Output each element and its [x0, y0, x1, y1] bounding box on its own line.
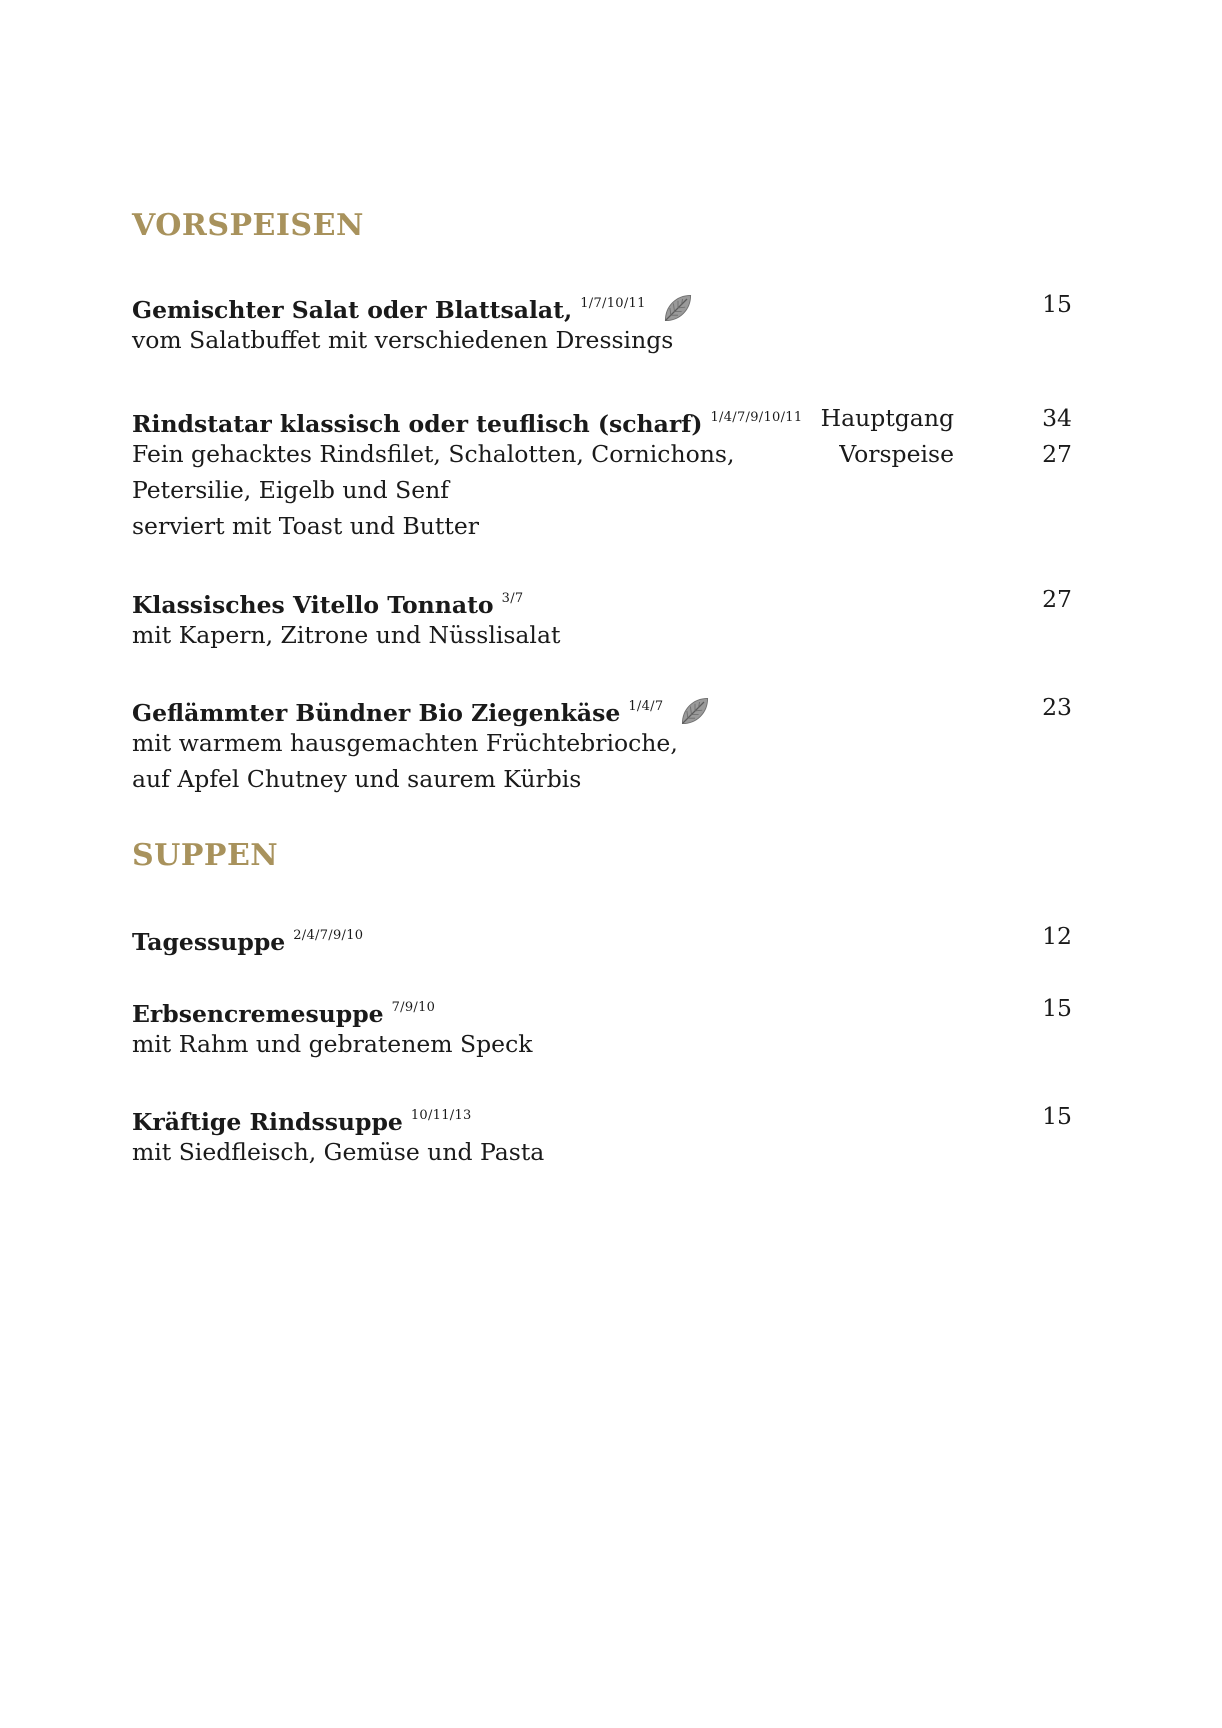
item-description-text: Fein gehacktes Rindsfilet, Schalotten, Cornichons,: [132, 440, 735, 468]
leaf-icon: [660, 290, 696, 326]
menu-item-kraeftige-rindssuppe: [132, 1098, 1072, 1170]
allergen-codes: 2/4/7/9/10: [293, 928, 364, 943]
menu-item-header: [132, 286, 1072, 322]
menu-item-vitello-tonnato: [132, 581, 1072, 653]
portion-label-vorspeise: Vorspeise: [839, 440, 954, 468]
item-price-vorspeise: 27: [1042, 440, 1072, 468]
item-name: Klassisches Vitello Tonnato: [132, 591, 494, 619]
item-description-line: serviert mit Toast und Butter: [132, 512, 479, 540]
allergen-codes: 10/11/13: [410, 1108, 472, 1123]
allergen-codes: 1/4/7/9/10/11: [710, 410, 803, 425]
item-price: 15: [1042, 1102, 1072, 1130]
allergen-codes: 3/7: [501, 591, 524, 606]
item-name: Gemischter Salat oder Blattsalat,: [132, 296, 573, 324]
item-description-line: mit Kapern, Zitrone und Nüsslisalat: [132, 621, 561, 649]
item-description-line: mit Siedfleisch, Gemüse und Pasta: [132, 1138, 545, 1166]
menu-item-tagessuppe: [132, 918, 1072, 954]
item-description-line: [132, 436, 1072, 472]
allergen-codes: 7/9/10: [391, 1000, 436, 1015]
item-price: 15: [1042, 994, 1072, 1022]
menu-item-header: [132, 990, 1072, 1026]
item-price: 12: [1042, 922, 1072, 950]
allergen-codes: 1/4/7: [628, 699, 664, 714]
item-description-line: auf Apfel Chutney und saurem Kürbis: [132, 765, 582, 793]
item-price: 23: [1042, 693, 1072, 721]
menu-item-ziegenkaese: [132, 689, 1072, 797]
menu-item-rindstatar: [132, 400, 1072, 544]
menu-item-header: [132, 689, 1072, 725]
item-price-hauptgang: 34: [1042, 404, 1072, 432]
section-title-suppen: SUPPEN: [132, 838, 279, 873]
portion-label-hauptgang: Hauptgang: [820, 404, 954, 432]
item-description-line: Petersilie, Eigelb und Senf: [132, 476, 449, 504]
menu-item-header: [132, 1098, 1072, 1134]
item-price: 27: [1042, 585, 1072, 613]
item-name: Tagessuppe: [132, 928, 286, 956]
item-description-line: mit warmem hausgemachten Früchtebrioche,: [132, 729, 678, 757]
item-price: 15: [1042, 290, 1072, 318]
menu-item-gemischter-salat: [132, 286, 1072, 358]
item-name: Rindstatar klassisch oder teuflisch (scharf): [132, 410, 703, 438]
item-name: Geflämmter Bündner Bio Ziegenkäse: [132, 699, 621, 727]
menu-item-header: [132, 918, 1072, 954]
menu-item-header: [132, 581, 1072, 617]
item-name: Kräftige Rindssuppe: [132, 1108, 403, 1136]
menu-item-header: [132, 400, 1072, 436]
item-description-line: mit Rahm und gebratenem Speck: [132, 1030, 533, 1058]
section-title-vorspeisen: VORSPEISEN: [132, 208, 364, 243]
allergen-codes: 1/7/10/11: [580, 296, 646, 311]
item-description-line: vom Salatbuffet mit verschiedenen Dressings: [132, 326, 674, 354]
leaf-icon: [677, 693, 713, 729]
item-name: Erbsencremesuppe: [132, 1000, 384, 1028]
menu-item-erbsencremesuppe: [132, 990, 1072, 1062]
